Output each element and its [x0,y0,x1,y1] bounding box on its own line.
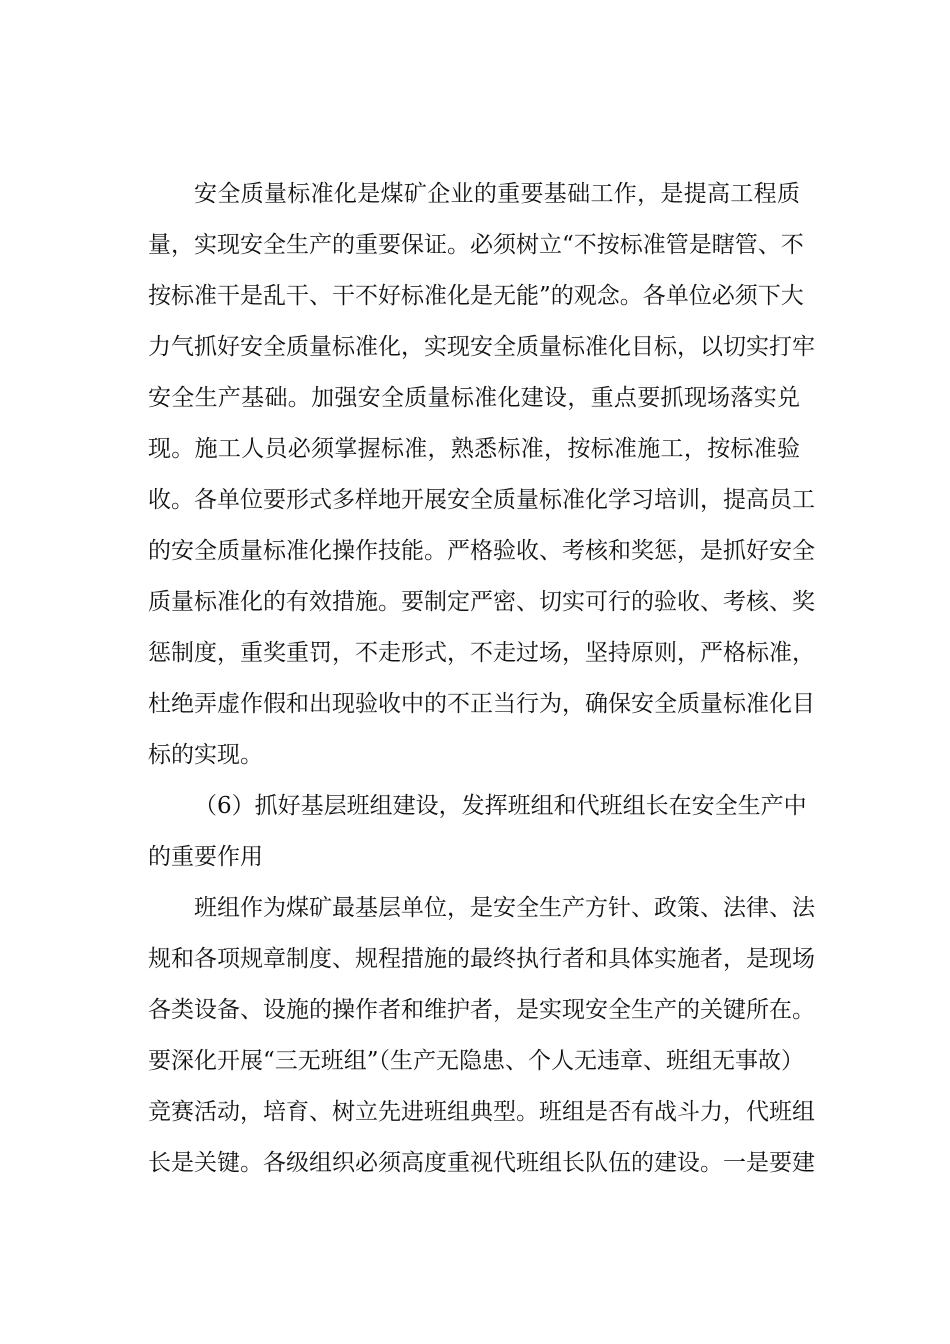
text-line-12: 标的实现。 [148,742,263,768]
text-line-17: 各类设备、设施的操作者和维护者，是实现安全生产的关键所在。 [148,997,815,1023]
text-line-1: 安全质量标准化是煤矿企业的重要基础工作，是提高工程质 [194,181,800,207]
text-line-18: 要深化开展“三无班组”（生产无隐患、个人无违章、班组无事故） [148,1048,805,1074]
text-line-16: 规和各项规章制度、规程措施的最终执行者和具体实施者，是现场 [148,946,815,972]
text-line-19: 竞赛活动，培育、树立先进班组典型。班组是否有战斗力，代班组 [148,1099,815,1125]
text-line-2: 量，实现安全生产的重要保证。必须树立“不按标准管是瞎管、不 [148,232,804,258]
text-line-3: 按标准干是乱干、干不好标准化是无能”的观念。各单位必须下大 [148,283,804,309]
text-line-15: 班组作为煤矿最基层单位，是安全生产方针、政策、法律、法 [194,895,815,921]
text-line-20: 长是关键。各级组织必须高度重视代班组长队伍的建设。一是要建 [148,1150,815,1176]
text-line-6: 现。施工人员必须掌握标准，熟悉标准，按标准施工，按标准验 [148,436,800,462]
text-line-4: 力气抓好安全质量标准化，实现安全质量标准化目标，以切实打牢 [148,334,815,360]
text-line-7: 收。各单位要形式多样地开展安全质量标准化学习培训，提高员工 [148,487,815,513]
section-heading-line-2: 的重要作用 [148,844,263,870]
text-line-5: 安全生产基础。加强安全质量标准化建设，重点要抓现场落实兑 [148,385,800,411]
text-line-11: 杜绝弄虚作假和出现验收中的不正当行为，确保安全质量标准化目 [148,691,815,717]
text-line-10: 惩制度，重奖重罚，不走形式，不走过场，坚持原则，严格标准， [148,640,815,666]
text-line-9: 质量标准化的有效措施。要制定严密、切实可行的验收、考核、奖 [148,589,815,615]
text-line-8: 的安全质量标准化操作技能。严格验收、考核和奖惩，是抓好安全 [148,538,815,564]
section-heading-line-1: （6）抓好基层班组建设，发挥班组和代班组长在安全生产中 [194,793,807,819]
